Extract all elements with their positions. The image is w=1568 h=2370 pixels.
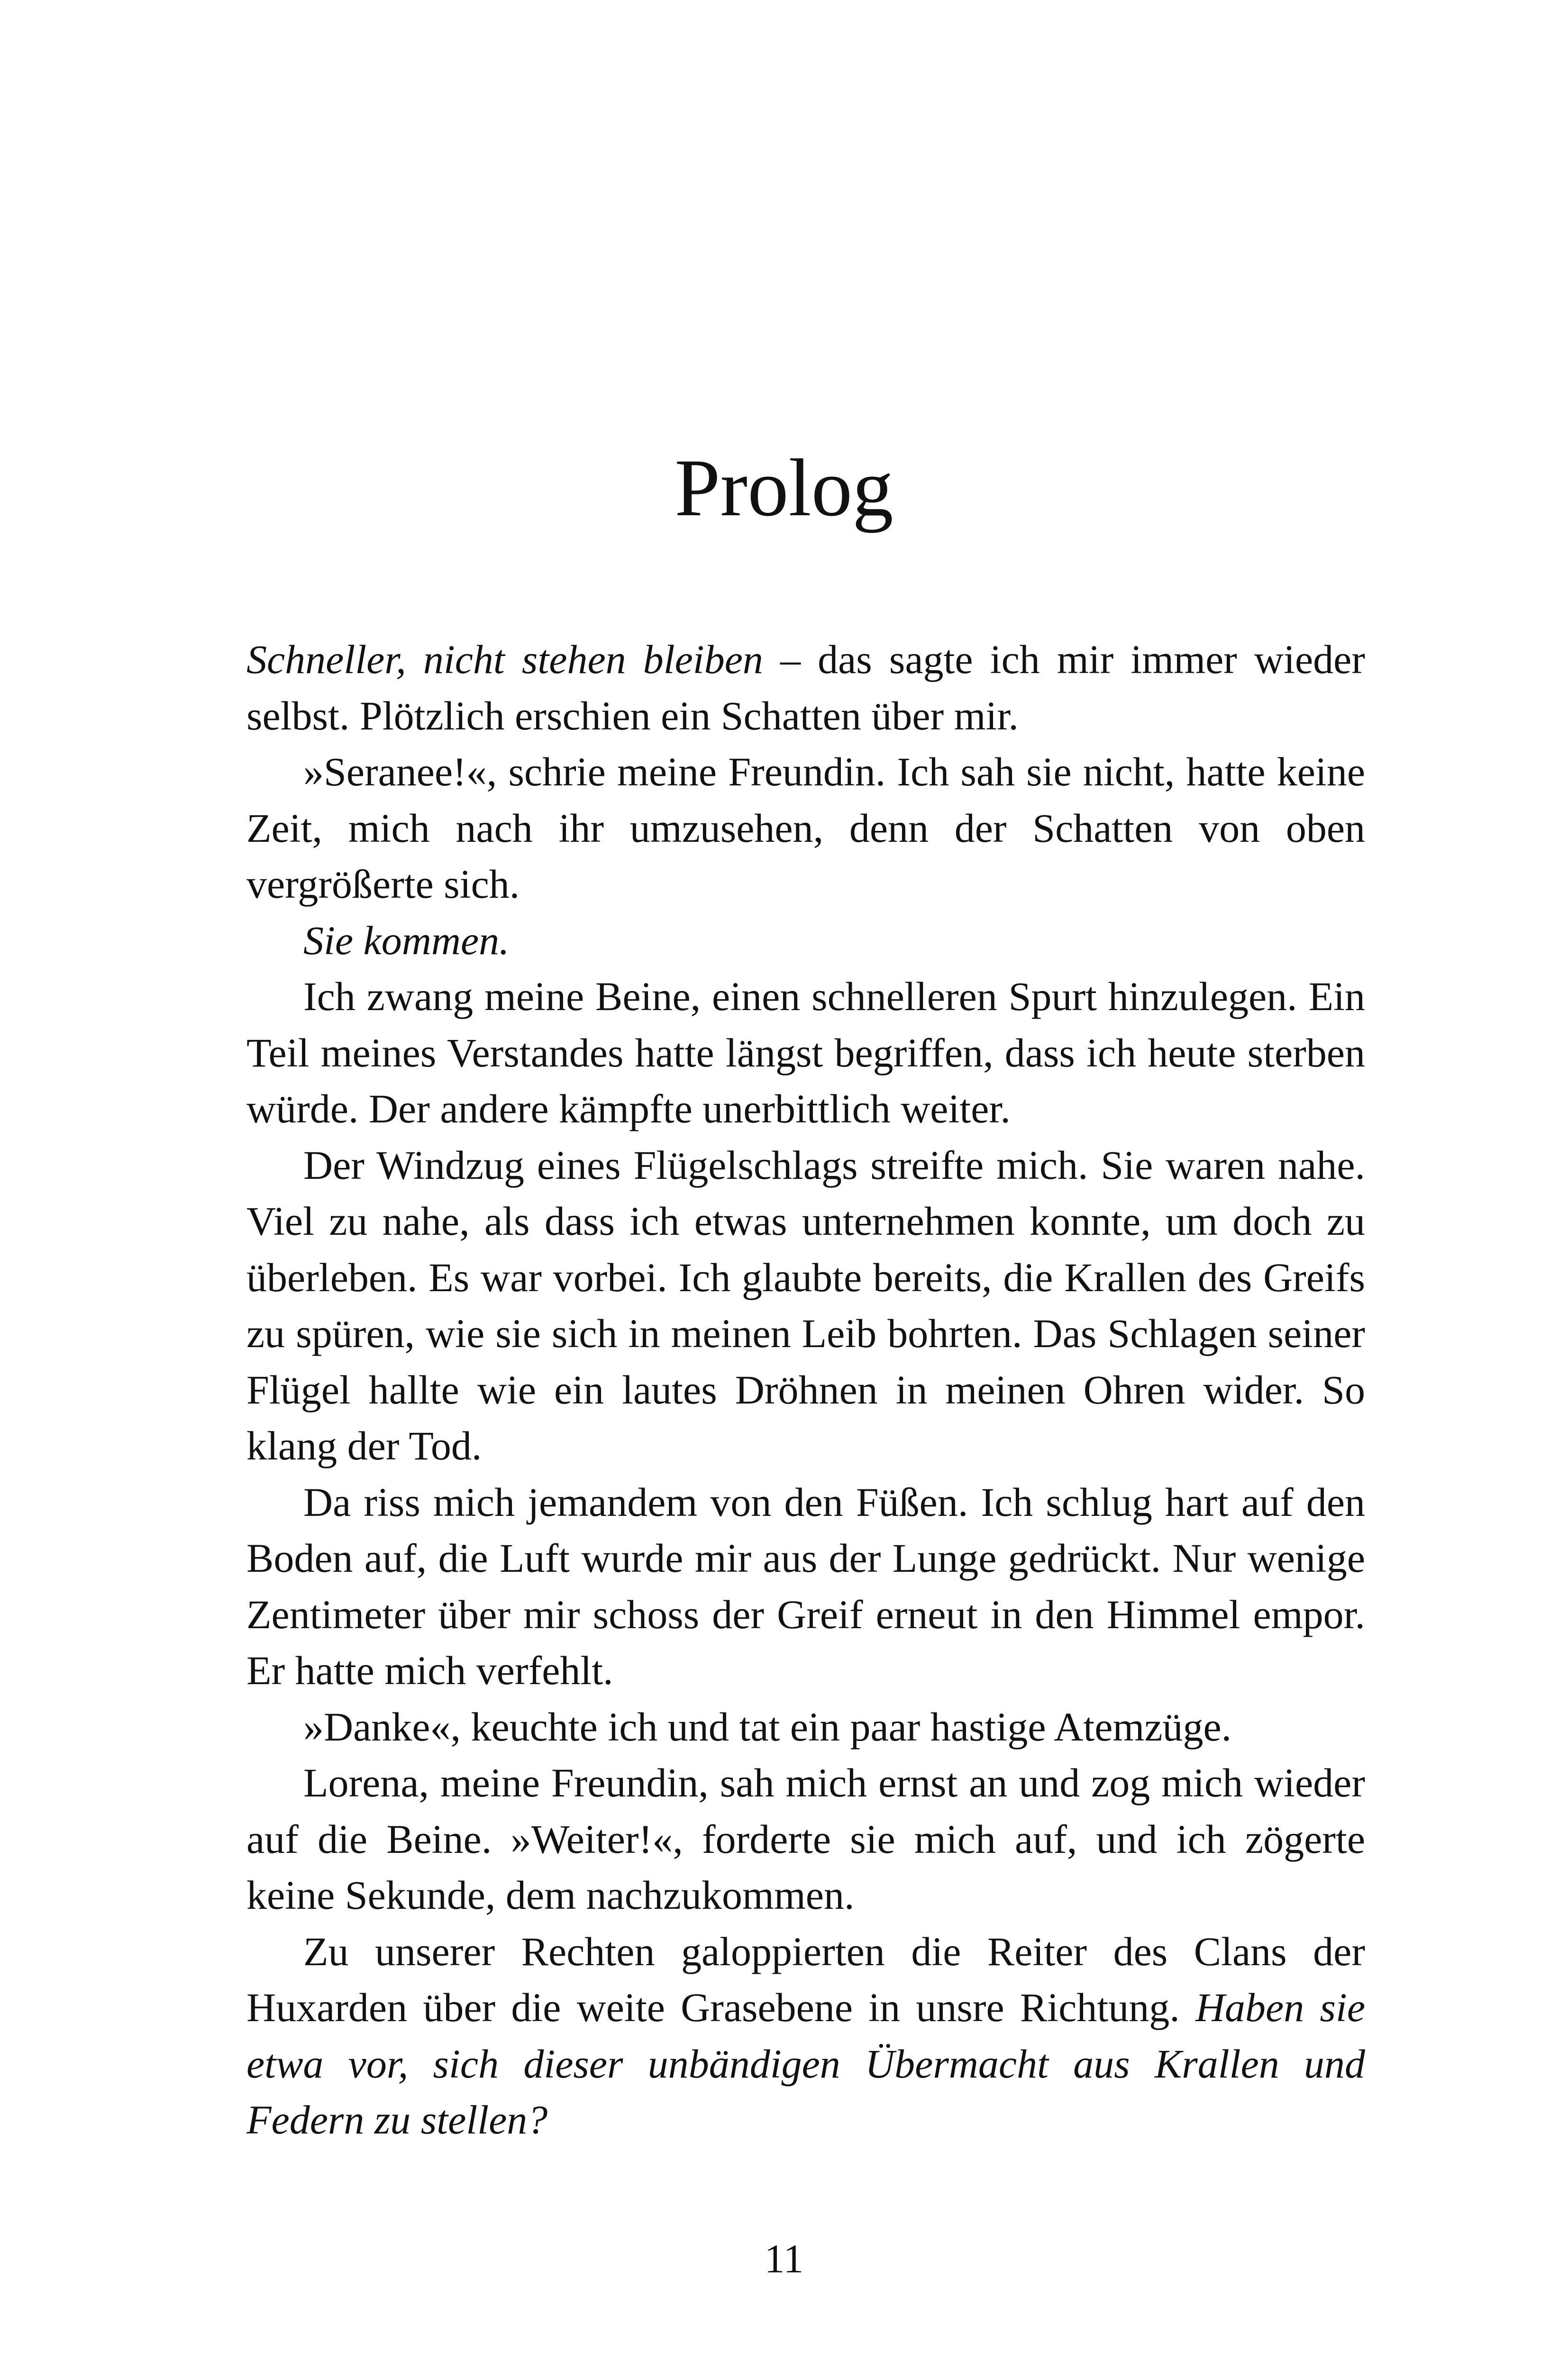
paragraph-2 <box>246 744 1365 912</box>
paragraph-text: Lorena, meine Freundin, sah mich ernst an und zog mich wieder auf die Beine. »Weiter!«, forderte sie mich auf, und ich zögerte keine Sekunde, dem nachzukommen. <box>246 1760 1365 1918</box>
page-number: 11 <box>764 2236 804 2281</box>
paragraph-text: »Danke«, keuchte ich und tat ein paar hastige Atemzüge. <box>303 1704 1232 1750</box>
paragraph-text: »Seranee!«, schrie meine Freundin. Ich sah sie nicht, hatte keine Zeit, mich nach ihr umzusehen, denn der Schatten von oben vergrößerte sich. <box>246 749 1365 907</box>
paragraph-text: Der Windzug eines Flügelschlags streifte mich. Sie waren nahe. Viel zu nahe, als dass ich etwas unternehmen konnte, um doch zu überleben. Es war vorbei. Ich glaubte bereits, die Krallen des Greifs zu spüren, wie sie sich in meinen Leib bohrten. Das Schlagen seiner Flügel hallte wie ein lautes Dröhnen in meinen Ohren wider. So klang der Tod. <box>246 1142 1365 1468</box>
paragraph-text: Ich zwang meine Beine, einen schnelleren Spurt hinzulegen. Ein Teil meines Verstandes hatte längst begriffen, dass ich heute sterben würde. Der andere kämpfte unerbittlich weiter. <box>246 974 1365 1131</box>
italic-tail-thought: Haben sie etwa vor, sich dieser unbändigen Übermacht aus Krallen und Federn zu stellen? <box>246 1985 1365 2142</box>
paragraph-4 <box>246 968 1365 1137</box>
paragraph-3 <box>246 912 1365 969</box>
italic-lead-phrase: Schneller, nicht stehen bleiben <box>246 637 763 682</box>
paragraph-7 <box>246 1699 1365 1755</box>
paragraph-8 <box>246 1755 1365 1923</box>
paragraph-1 <box>246 631 1365 744</box>
paragraph-text: Zu unserer Rechten galoppierten die Reiter des Clans der Huxarden über die weite Grasebene in unsre Richtung. <box>246 1928 1365 2030</box>
paragraph-text: Da riss mich jemandem von den Füßen. Ich schlug hart auf den Boden auf, die Luft wurde mir aus der Lunge gedrückt. Nur wenige Zentimeter über mir schoss der Greif erneut in den Himmel empor. Er hatte mich verfehlt. <box>246 1479 1365 1693</box>
chapter-body <box>246 631 1365 2148</box>
paragraph-5 <box>246 1137 1365 1474</box>
paragraph-9 <box>246 1923 1365 2148</box>
paragraph-6 <box>246 1474 1365 1699</box>
italic-thought: Sie kommen. <box>303 917 510 963</box>
paragraph-text: – das sagte ich mir immer wieder selbst. Plötzlich erschien ein Schatten über mir. <box>246 637 1365 738</box>
chapter-title: Prolog <box>675 443 893 533</box>
